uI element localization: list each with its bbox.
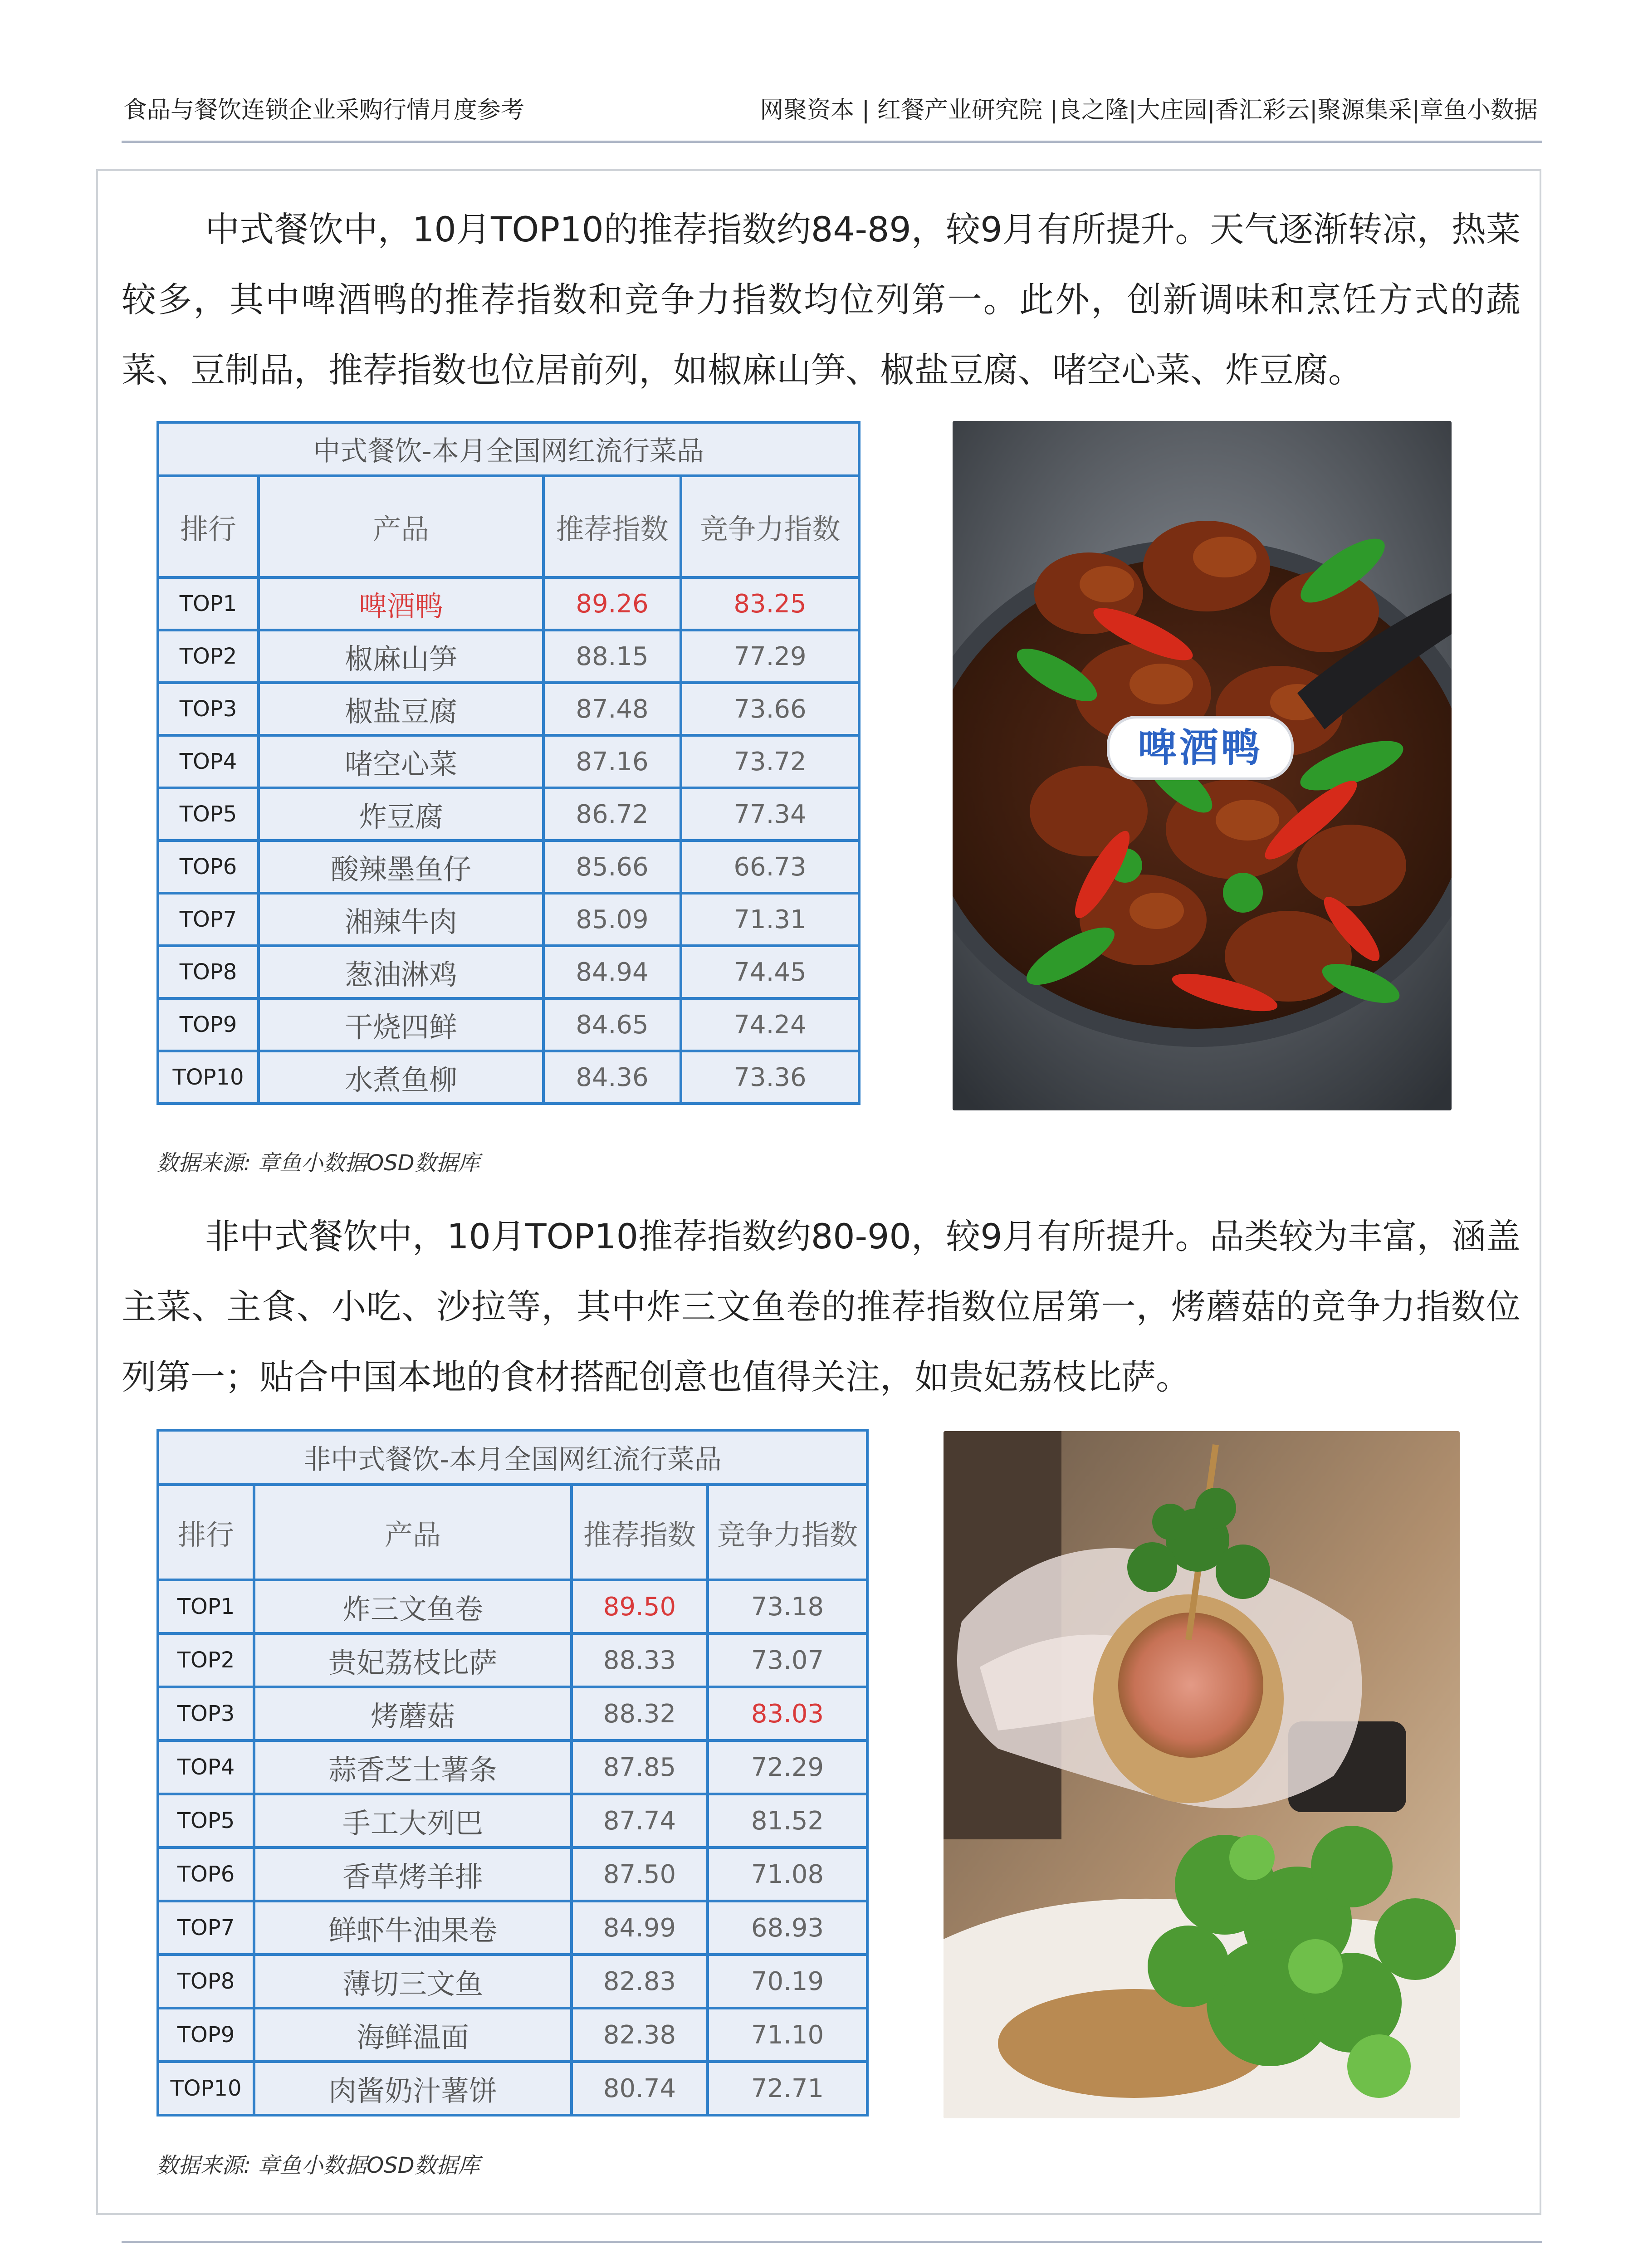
recommend-index-cell: 87.74 <box>572 1794 708 1848</box>
rank-cell: TOP2 <box>158 630 259 683</box>
table-row <box>158 735 859 788</box>
table-row <box>158 841 859 893</box>
recommend-index-cell: 88.33 <box>572 1633 708 1687</box>
rank-cell: TOP7 <box>158 893 259 946</box>
rank-cell: TOP8 <box>158 946 259 998</box>
table-title: 中式餐饮-本月全国网红流行菜品 <box>158 422 859 476</box>
header-right: 网聚资本 | 红餐产业研究院 |良之隆|大庄园|香汇彩云|聚源集采|章鱼小数据 <box>760 97 1538 124</box>
recommend-index-cell: 84.65 <box>543 998 681 1051</box>
rank-cell: TOP3 <box>158 1687 254 1740</box>
table-row <box>158 893 859 946</box>
competitive-index-cell: 73.66 <box>681 683 859 735</box>
product-cell: 薄切三文鱼 <box>254 1955 572 2008</box>
competitive-index-cell: 71.31 <box>681 893 859 946</box>
product-cell: 水煮鱼柳 <box>259 1051 543 1104</box>
recommend-index-cell: 87.50 <box>572 1848 708 1901</box>
product-cell: 炸三文鱼卷 <box>254 1580 572 1633</box>
recommend-index-cell: 84.94 <box>543 946 681 998</box>
rank-cell: TOP9 <box>158 2008 254 2062</box>
recommend-index-cell: 80.74 <box>572 2062 708 2115</box>
col-header-rank: 排行 <box>158 1485 254 1580</box>
table-row <box>158 2008 867 2062</box>
product-cell: 椒盐豆腐 <box>259 683 543 735</box>
table-source: 数据来源: 章鱼小数据OSD数据库 <box>156 2153 480 2178</box>
non-chinese-dishes-table <box>156 1429 869 2116</box>
competitive-index-cell: 70.19 <box>708 1955 867 2008</box>
table-row <box>158 1051 859 1104</box>
table-row <box>158 1633 867 1687</box>
rank-cell: TOP2 <box>158 1633 254 1687</box>
product-cell: 啫空心菜 <box>259 735 543 788</box>
product-cell: 肉酱奶汁薯饼 <box>254 2062 572 2115</box>
competitive-index-cell: 81.52 <box>708 1794 867 1848</box>
col-header-recommend: 推荐指数 <box>572 1485 708 1580</box>
col-header-product: 产品 <box>259 476 543 577</box>
rank-cell: TOP9 <box>158 998 259 1051</box>
chinese-dishes-table <box>156 421 861 1105</box>
recommend-index-cell: 84.99 <box>572 1901 708 1955</box>
table-row <box>158 577 859 630</box>
table-body <box>158 577 859 1104</box>
rank-cell: TOP5 <box>158 1794 254 1848</box>
header-left: 食品与餐饮连锁企业采购行情月度参考 <box>123 97 525 124</box>
rank-cell: TOP10 <box>158 2062 254 2115</box>
product-cell: 贵妃荔枝比萨 <box>254 1633 572 1687</box>
table-title: 非中式餐饮-本月全国网红流行菜品 <box>158 1430 867 1485</box>
recommend-index-cell: 88.15 <box>543 630 681 683</box>
recommend-index-cell: 85.09 <box>543 893 681 946</box>
competitive-index-cell: 73.07 <box>708 1633 867 1687</box>
recommend-index-cell: 86.72 <box>543 788 681 841</box>
rank-cell: TOP6 <box>158 1848 254 1901</box>
competitive-index-cell: 74.45 <box>681 946 859 998</box>
recommend-index-cell: 88.32 <box>572 1687 708 1740</box>
product-cell: 椒麻山笋 <box>259 630 543 683</box>
table-row <box>158 788 859 841</box>
product-cell: 手工大列巴 <box>254 1794 572 1848</box>
competitive-index-cell: 73.18 <box>708 1580 867 1633</box>
product-cell: 炸豆腐 <box>259 788 543 841</box>
product-cell: 烤蘑菇 <box>254 1687 572 1740</box>
recommend-index-cell: 89.50 <box>572 1580 708 1633</box>
rank-cell: TOP1 <box>158 577 259 630</box>
header-divider <box>122 141 1542 143</box>
product-cell: 酸辣墨鱼仔 <box>259 841 543 893</box>
table-row <box>158 946 859 998</box>
paragraph-non-chinese-dining: 非中式餐饮中，10月TOP10推荐指数约80-90，较9月有所提升。品类较为丰富，涵盖主菜、主食、小吃、沙拉等，其中炸三文鱼卷的推荐指数位居第一，烤蘑菇的竞争力指数位列第一；贴合中国本地的食材搭配创意也值得关注，如贵妃荔枝比萨。 <box>122 1216 1521 1397</box>
table-row <box>158 1580 867 1633</box>
competitive-index-cell: 73.72 <box>681 735 859 788</box>
competitive-index-cell: 77.29 <box>681 630 859 683</box>
product-cell: 香草烤羊排 <box>254 1848 572 1901</box>
recommend-index-cell: 89.26 <box>543 577 681 630</box>
competitive-index-cell: 71.08 <box>708 1848 867 1901</box>
table-row <box>158 1955 867 2008</box>
recommend-index-cell: 82.38 <box>572 2008 708 2062</box>
col-header-product: 产品 <box>254 1485 572 1580</box>
rank-cell: TOP7 <box>158 1901 254 1955</box>
table-row <box>158 998 859 1051</box>
competitive-index-cell: 71.10 <box>708 2008 867 2062</box>
beer-duck-label: 啤酒鸭 <box>1107 716 1294 780</box>
competitive-index-cell: 83.03 <box>708 1687 867 1740</box>
rank-cell: TOP10 <box>158 1051 259 1104</box>
rank-cell: TOP3 <box>158 683 259 735</box>
recommend-index-cell: 87.85 <box>572 1740 708 1794</box>
product-cell: 啤酒鸭 <box>259 577 543 630</box>
product-cell: 海鲜温面 <box>254 2008 572 2062</box>
competitive-index-cell: 74.24 <box>681 998 859 1051</box>
product-cell: 干烧四鲜 <box>259 998 543 1051</box>
col-header-recommend: 推荐指数 <box>543 476 681 577</box>
table-row <box>158 1794 867 1848</box>
col-header-rank: 排行 <box>158 476 259 577</box>
rank-cell: TOP4 <box>158 1740 254 1794</box>
table-row <box>158 683 859 735</box>
beer-duck-photo <box>953 421 1452 1110</box>
table-row <box>158 1901 867 1955</box>
table-row <box>158 1740 867 1794</box>
recommend-index-cell: 87.16 <box>543 735 681 788</box>
paragraph-chinese-dining: 中式餐饮中，10月TOP10的推荐指数约84-89，较9月有所提升。天气逐渐转凉，热菜较多，其中啤酒鸭的推荐指数和竞争力指数均位列第一。此外，创新调味和烹饪方式的蔬菜、豆制品，推荐指数也位居前列，如椒麻山笋、椒盐豆腐、啫空心菜、炸豆腐。 <box>122 209 1521 390</box>
competitive-index-cell: 72.29 <box>708 1740 867 1794</box>
competitive-index-cell: 68.93 <box>708 1901 867 1955</box>
competitive-index-cell: 77.34 <box>681 788 859 841</box>
recommend-index-cell: 84.36 <box>543 1051 681 1104</box>
table-row <box>158 1687 867 1740</box>
product-cell: 蒜香芝士薯条 <box>254 1740 572 1794</box>
rank-cell: TOP1 <box>158 1580 254 1633</box>
recommend-index-cell: 85.66 <box>543 841 681 893</box>
recommend-index-cell: 87.48 <box>543 683 681 735</box>
table-row <box>158 630 859 683</box>
salmon-roll-illustration <box>944 1431 1460 2118</box>
recommend-index-cell: 82.83 <box>572 1955 708 2008</box>
table-row <box>158 1848 867 1901</box>
competitive-index-cell: 66.73 <box>681 841 859 893</box>
footer-divider <box>122 2241 1542 2243</box>
table-source: 数据来源: 章鱼小数据OSD数据库 <box>156 1150 480 1176</box>
col-header-competitive: 竞争力指数 <box>681 476 859 577</box>
rank-cell: TOP5 <box>158 788 259 841</box>
rank-cell: TOP8 <box>158 1955 254 2008</box>
rank-cell: TOP6 <box>158 841 259 893</box>
table-row <box>158 2062 867 2115</box>
competitive-index-cell: 83.25 <box>681 577 859 630</box>
competitive-index-cell: 73.36 <box>681 1051 859 1104</box>
product-cell: 葱油淋鸡 <box>259 946 543 998</box>
col-header-competitive: 竞争力指数 <box>708 1485 867 1580</box>
rank-cell: TOP4 <box>158 735 259 788</box>
product-cell: 湘辣牛肉 <box>259 893 543 946</box>
competitive-index-cell: 72.71 <box>708 2062 867 2115</box>
table-body <box>158 1580 867 2115</box>
product-cell: 鲜虾牛油果卷 <box>254 1901 572 1955</box>
salmon-roll-photo <box>944 1431 1460 2118</box>
